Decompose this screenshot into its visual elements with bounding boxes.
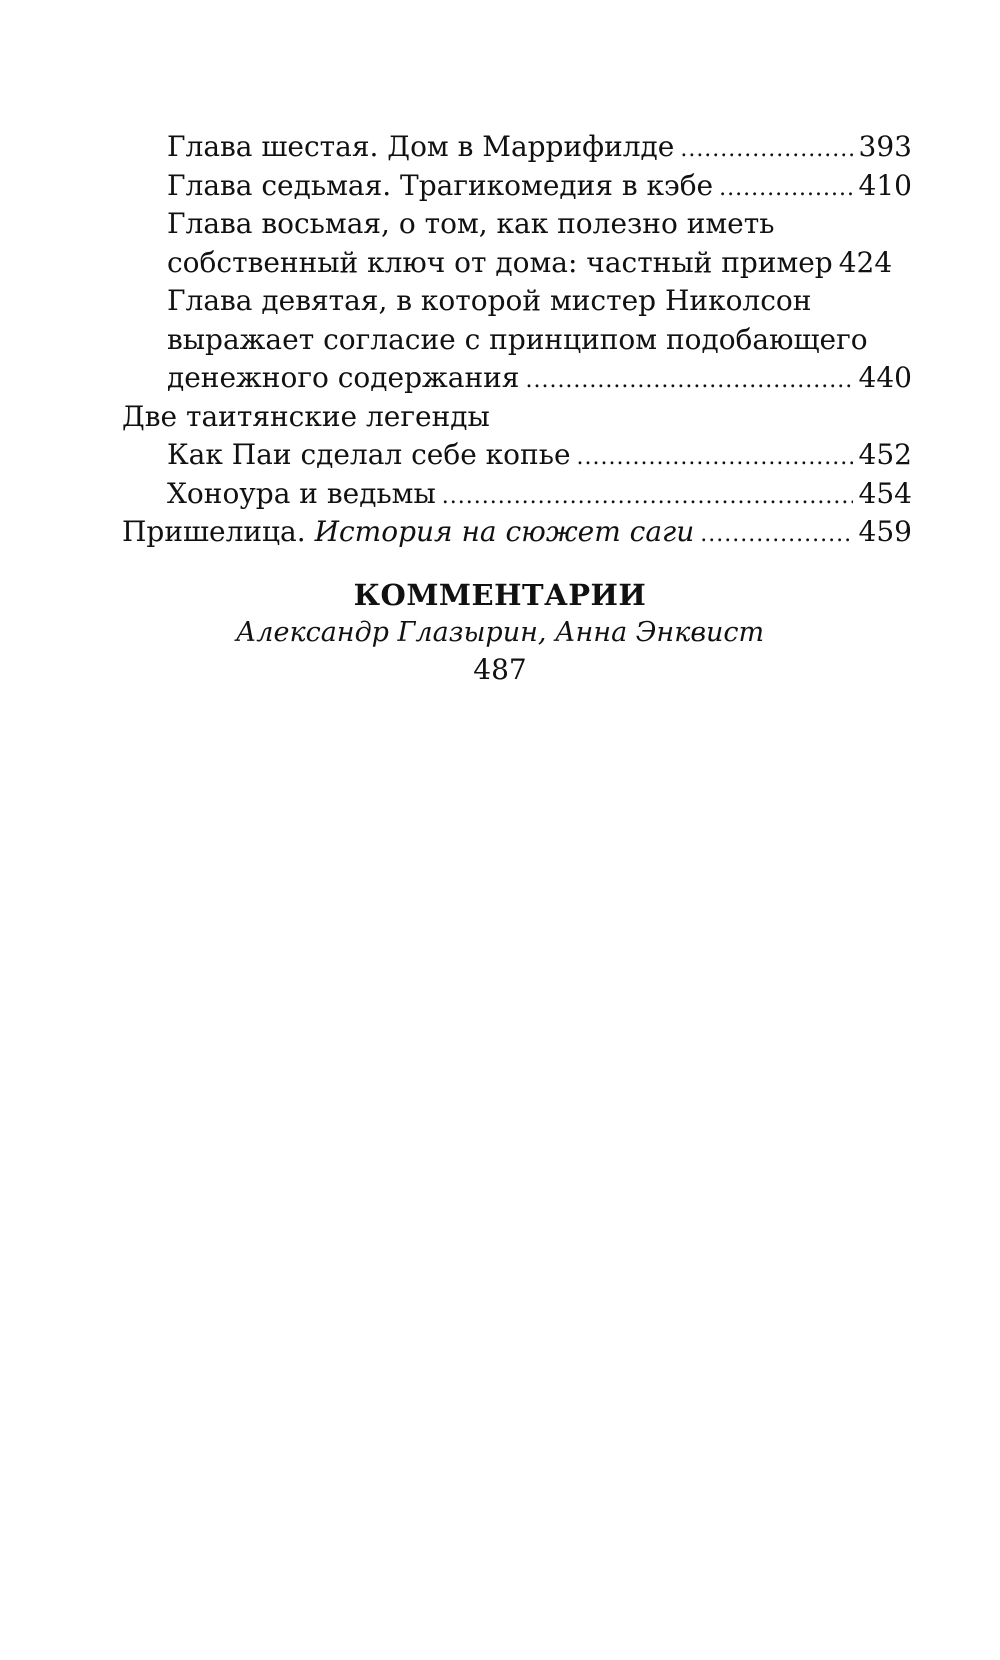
- toc-entry-title-continued: выражает согласие с принципом подобающего: [167, 322, 868, 356]
- dot-leader: [719, 170, 852, 209]
- toc-entry-chapter-9-line-1: [122, 282, 912, 321]
- toc-entry-chapter-8-line-2: [122, 244, 912, 283]
- toc-section-tahitian-legends: [122, 398, 912, 437]
- toc-entry-legend-2: [122, 475, 912, 514]
- toc-entry-legend-1: [122, 436, 912, 475]
- toc-entry-chapter-9-line-3: [122, 359, 912, 398]
- toc-entry-page: 440: [858, 361, 912, 394]
- toc-entry-page: 452: [858, 438, 912, 471]
- toc-entry-title: Глава девятая, в которой мистер Николсон: [167, 284, 812, 317]
- comments-section: [0, 575, 1000, 689]
- toc-section-title: Две таитянские легенды: [122, 399, 490, 433]
- toc-entry-title-continued: собственный ключ от дома: частный пример: [167, 245, 833, 279]
- comments-heading: КОММЕНТАРИИ: [353, 578, 647, 612]
- toc-entry-title: Хоноура и ведьмы: [167, 476, 436, 510]
- toc-entry-title: Глава седьмая. Трагикомедия в кэбе: [167, 168, 714, 202]
- toc-entry-chapter-9-line-2: [122, 321, 912, 360]
- toc-entry-page: 424: [838, 245, 893, 279]
- toc-entry-subtitle: История на сюжет саги: [314, 515, 695, 548]
- toc-entry-chapter-6: [122, 128, 912, 167]
- dot-leader: [577, 439, 853, 478]
- toc-entry-page: 459: [858, 515, 912, 548]
- toc-entry-page: 393: [858, 130, 912, 163]
- toc-entry-stranger: [122, 513, 912, 552]
- toc-entry-title: [122, 513, 694, 552]
- dot-leader: [680, 131, 852, 170]
- dot-leader: [442, 478, 853, 517]
- table-of-contents: [122, 128, 912, 552]
- comments-page: 487: [473, 653, 527, 686]
- toc-entry-page: 410: [858, 168, 912, 202]
- toc-entry-chapter-8-line-1: [122, 205, 912, 244]
- toc-entry-title: Как Паи сделал себе копье: [167, 438, 571, 471]
- toc-entry-title: Глава шестая. Дом в Маррифилде: [167, 130, 675, 163]
- dot-leader: [700, 516, 852, 555]
- toc-entry-page: 454: [858, 476, 912, 510]
- toc-entry-chapter-7: [122, 167, 912, 206]
- comments-authors: Александр Глазырин, Анна Энквист: [235, 617, 765, 648]
- toc-entry-title-continued: денежного содержания: [167, 361, 520, 394]
- toc-entry-title: Глава восьмая, о том, как полезно иметь: [167, 207, 775, 240]
- dot-leader: [525, 362, 852, 401]
- toc-entry-title-plain: Пришелица.: [122, 515, 306, 548]
